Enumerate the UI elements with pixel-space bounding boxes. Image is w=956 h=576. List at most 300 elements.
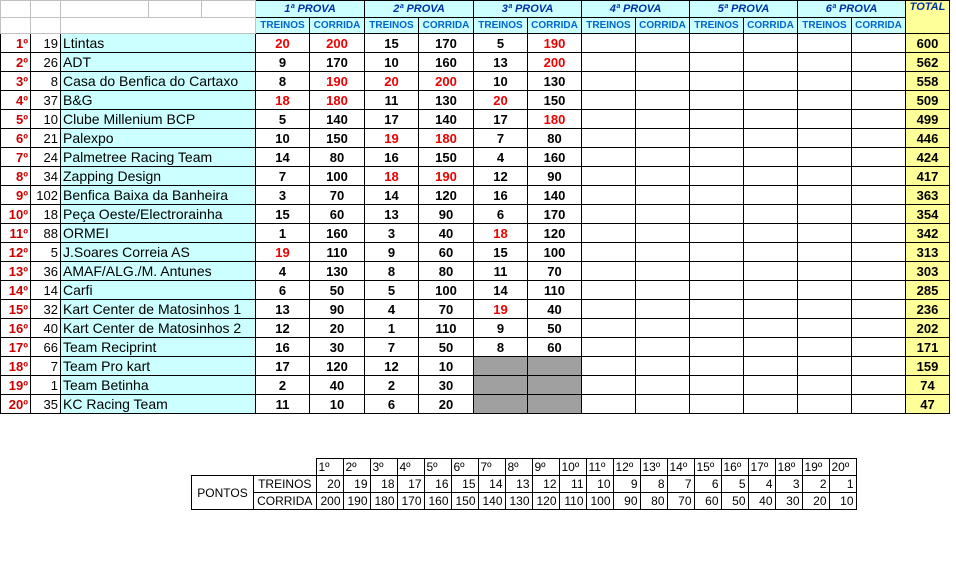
points-value-cell: 150 bbox=[451, 493, 478, 510]
empty-score-cell bbox=[744, 72, 798, 91]
score-cell: 18 bbox=[474, 224, 528, 243]
score-cell: 6 bbox=[256, 281, 310, 300]
points-value-cell: 160 bbox=[424, 493, 451, 510]
prova-1-corrida-header: CORRIDA bbox=[310, 18, 365, 34]
score-cell: 110 bbox=[419, 319, 474, 338]
empty-score-cell bbox=[582, 243, 636, 262]
empty-score-cell bbox=[744, 300, 798, 319]
prova-3-header: 3ª PROVA bbox=[474, 1, 582, 18]
kart-number-cell: 37 bbox=[31, 91, 61, 110]
kart-number-cell: 24 bbox=[31, 148, 61, 167]
team-name-cell: J.Soares Correia AS bbox=[61, 243, 256, 262]
empty-score-cell bbox=[690, 110, 744, 129]
empty-cell bbox=[192, 459, 254, 476]
empty-score-cell bbox=[798, 319, 852, 338]
empty-score-cell bbox=[690, 186, 744, 205]
empty-score-cell bbox=[636, 205, 690, 224]
score-cell: 40 bbox=[310, 376, 365, 395]
empty-score-cell bbox=[852, 243, 906, 262]
points-value-cell: 10 bbox=[586, 476, 613, 493]
empty-score-cell bbox=[798, 110, 852, 129]
empty-score-cell bbox=[798, 72, 852, 91]
points-value-cell: 60 bbox=[694, 493, 721, 510]
prova-5-header: 5ª PROVA bbox=[690, 1, 798, 18]
empty-score-cell bbox=[636, 110, 690, 129]
kart-number-cell: 26 bbox=[31, 53, 61, 72]
points-position-header: 15º bbox=[694, 459, 721, 476]
score-cell: 19 bbox=[474, 300, 528, 319]
score-cell: 15 bbox=[474, 243, 528, 262]
empty-score-cell bbox=[582, 319, 636, 338]
empty-score-cell bbox=[582, 110, 636, 129]
score-cell: 11 bbox=[365, 91, 419, 110]
empty-score-cell bbox=[636, 91, 690, 110]
empty-score-cell bbox=[852, 53, 906, 72]
score-cell: 130 bbox=[528, 72, 582, 91]
total-cell: 600 bbox=[906, 34, 950, 53]
kart-number-cell: 8 bbox=[31, 72, 61, 91]
team-name-cell: Ltintas bbox=[61, 34, 256, 53]
empty-score-cell bbox=[690, 205, 744, 224]
score-cell bbox=[474, 357, 528, 376]
empty-score-cell bbox=[852, 186, 906, 205]
empty-score-cell bbox=[636, 148, 690, 167]
empty-score-cell bbox=[744, 357, 798, 376]
empty-score-cell bbox=[744, 338, 798, 357]
prova-4-treinos-header: TREINOS bbox=[582, 18, 636, 34]
table-row bbox=[1, 34, 950, 53]
score-cell: 16 bbox=[256, 338, 310, 357]
score-cell: 200 bbox=[419, 72, 474, 91]
empty-score-cell bbox=[636, 243, 690, 262]
score-cell: 17 bbox=[474, 110, 528, 129]
empty-score-cell bbox=[582, 167, 636, 186]
points-treinos-row bbox=[192, 476, 857, 493]
table-row bbox=[1, 91, 950, 110]
score-cell: 4 bbox=[256, 262, 310, 281]
empty-score-cell bbox=[744, 91, 798, 110]
points-value-cell: 6 bbox=[694, 476, 721, 493]
points-value-cell: 13 bbox=[505, 476, 532, 493]
total-cell: 499 bbox=[906, 110, 950, 129]
score-cell: 180 bbox=[528, 110, 582, 129]
position-cell: 19º bbox=[1, 376, 31, 395]
empty-score-cell bbox=[636, 34, 690, 53]
empty-score-cell bbox=[636, 395, 690, 414]
team-name-cell: Kart Center de Matosinhos 2 bbox=[61, 319, 256, 338]
score-cell: 50 bbox=[310, 281, 365, 300]
prova-6-header: 6ª PROVA bbox=[798, 1, 906, 18]
total-cell: 509 bbox=[906, 91, 950, 110]
score-cell: 30 bbox=[419, 376, 474, 395]
total-cell: 285 bbox=[906, 281, 950, 300]
kart-number-cell: 40 bbox=[31, 319, 61, 338]
prova-2-header: 2ª PROVA bbox=[365, 1, 474, 18]
score-cell: 170 bbox=[419, 34, 474, 53]
empty-score-cell bbox=[636, 357, 690, 376]
empty-score-cell bbox=[636, 167, 690, 186]
treinos-label: TREINOS bbox=[254, 476, 317, 493]
score-cell: 11 bbox=[256, 395, 310, 414]
empty-score-cell bbox=[744, 243, 798, 262]
empty-score-cell bbox=[744, 376, 798, 395]
prova-5-corrida-header: CORRIDA bbox=[744, 18, 798, 34]
empty-score-cell bbox=[798, 338, 852, 357]
points-value-cell: 50 bbox=[721, 493, 748, 510]
position-cell: 1º bbox=[1, 34, 31, 53]
kart-number-cell: 88 bbox=[31, 224, 61, 243]
empty-score-cell bbox=[582, 72, 636, 91]
points-value-cell: 2 bbox=[802, 476, 829, 493]
score-cell: 140 bbox=[310, 110, 365, 129]
score-cell: 90 bbox=[310, 300, 365, 319]
total-cell: 171 bbox=[906, 338, 950, 357]
table-row bbox=[1, 186, 950, 205]
position-cell: 11º bbox=[1, 224, 31, 243]
team-name-cell: Peça Oeste/Electrorainha bbox=[61, 205, 256, 224]
total-cell: 159 bbox=[906, 357, 950, 376]
kart-number-cell: 14 bbox=[31, 281, 61, 300]
empty-score-cell bbox=[690, 53, 744, 72]
score-cell: 15 bbox=[365, 34, 419, 53]
points-value-cell: 12 bbox=[532, 476, 559, 493]
score-cell: 12 bbox=[474, 167, 528, 186]
score-cell: 17 bbox=[256, 357, 310, 376]
score-cell: 30 bbox=[310, 338, 365, 357]
total-cell: 562 bbox=[906, 53, 950, 72]
kart-number-cell: 19 bbox=[31, 34, 61, 53]
empty-score-cell bbox=[636, 319, 690, 338]
prova-3-corrida-header: CORRIDA bbox=[528, 18, 582, 34]
table-row bbox=[1, 376, 950, 395]
points-value-cell: 3 bbox=[775, 476, 802, 493]
score-cell: 20 bbox=[310, 319, 365, 338]
empty-score-cell bbox=[744, 281, 798, 300]
empty-score-cell bbox=[690, 224, 744, 243]
kart-number-cell: 5 bbox=[31, 243, 61, 262]
points-value-cell: 19 bbox=[343, 476, 370, 493]
prova-header-row bbox=[1, 1, 950, 18]
empty-score-cell bbox=[852, 319, 906, 338]
points-position-header: 1º bbox=[316, 459, 343, 476]
empty-score-cell bbox=[852, 376, 906, 395]
position-cell: 6º bbox=[1, 129, 31, 148]
table-row bbox=[1, 338, 950, 357]
empty-score-cell bbox=[636, 376, 690, 395]
kart-number-cell: 21 bbox=[31, 129, 61, 148]
prova-3-treinos-header: TREINOS bbox=[474, 18, 528, 34]
score-cell: 160 bbox=[528, 148, 582, 167]
score-cell: 8 bbox=[365, 262, 419, 281]
score-cell: 90 bbox=[419, 205, 474, 224]
score-cell: 80 bbox=[528, 129, 582, 148]
empty-score-cell bbox=[582, 186, 636, 205]
team-name-cell: Palexpo bbox=[61, 129, 256, 148]
score-cell: 9 bbox=[474, 319, 528, 338]
empty-score-cell bbox=[690, 167, 744, 186]
sub-header-row bbox=[1, 18, 950, 34]
corrida-label: CORRIDA bbox=[254, 493, 317, 510]
empty-score-cell bbox=[690, 72, 744, 91]
score-cell: 6 bbox=[474, 205, 528, 224]
points-position-header: 13º bbox=[640, 459, 667, 476]
score-cell: 180 bbox=[419, 129, 474, 148]
table-row bbox=[1, 357, 950, 376]
team-name-cell: Clube Millenium BCP bbox=[61, 110, 256, 129]
empty-score-cell bbox=[744, 129, 798, 148]
score-cell: 10 bbox=[365, 53, 419, 72]
empty-score-cell bbox=[582, 262, 636, 281]
empty-score-cell bbox=[582, 376, 636, 395]
points-value-cell: 140 bbox=[478, 493, 505, 510]
empty-score-cell bbox=[852, 262, 906, 281]
empty-cell bbox=[254, 459, 317, 476]
points-value-cell: 190 bbox=[343, 493, 370, 510]
empty-score-cell bbox=[690, 300, 744, 319]
score-cell: 130 bbox=[310, 262, 365, 281]
points-position-header: 12º bbox=[613, 459, 640, 476]
empty-score-cell bbox=[636, 224, 690, 243]
prova-1-treinos-header: TREINOS bbox=[256, 18, 310, 34]
prova-1-header: 1ª PROVA bbox=[256, 1, 365, 18]
points-value-cell: 7 bbox=[667, 476, 694, 493]
empty-score-cell bbox=[744, 186, 798, 205]
position-cell: 18º bbox=[1, 357, 31, 376]
score-cell: 13 bbox=[365, 205, 419, 224]
score-cell bbox=[474, 376, 528, 395]
score-cell: 17 bbox=[365, 110, 419, 129]
position-cell: 17º bbox=[1, 338, 31, 357]
empty-score-cell bbox=[798, 205, 852, 224]
points-value-cell: 11 bbox=[559, 476, 586, 493]
points-position-header: 20º bbox=[829, 459, 856, 476]
score-cell: 10 bbox=[310, 395, 365, 414]
position-cell: 5º bbox=[1, 110, 31, 129]
empty-score-cell bbox=[798, 395, 852, 414]
position-cell: 15º bbox=[1, 300, 31, 319]
score-cell: 50 bbox=[528, 319, 582, 338]
points-position-header: 3º bbox=[370, 459, 397, 476]
empty-score-cell bbox=[744, 224, 798, 243]
score-cell: 140 bbox=[419, 110, 474, 129]
empty-score-cell bbox=[582, 205, 636, 224]
table-row bbox=[1, 167, 950, 186]
empty-score-cell bbox=[852, 300, 906, 319]
position-cell: 20º bbox=[1, 395, 31, 414]
empty-score-cell bbox=[744, 53, 798, 72]
total-cell: 558 bbox=[906, 72, 950, 91]
empty-score-cell bbox=[636, 129, 690, 148]
score-cell: 18 bbox=[256, 91, 310, 110]
points-value-cell: 8 bbox=[640, 476, 667, 493]
team-name-cell: Palmetree Racing Team bbox=[61, 148, 256, 167]
empty-score-cell bbox=[852, 281, 906, 300]
table-row bbox=[1, 205, 950, 224]
team-name-cell: KC Racing Team bbox=[61, 395, 256, 414]
total-cell: 202 bbox=[906, 319, 950, 338]
position-cell: 16º bbox=[1, 319, 31, 338]
empty-score-cell bbox=[798, 53, 852, 72]
points-value-cell: 20 bbox=[316, 476, 343, 493]
table-row bbox=[1, 262, 950, 281]
team-name-cell: ADT bbox=[61, 53, 256, 72]
empty-score-cell bbox=[852, 34, 906, 53]
team-name-cell: Casa do Benfica do Cartaxo bbox=[61, 72, 256, 91]
points-value-cell: 15 bbox=[451, 476, 478, 493]
points-position-header: 11º bbox=[586, 459, 613, 476]
empty-score-cell bbox=[582, 224, 636, 243]
score-cell: 5 bbox=[474, 34, 528, 53]
points-value-cell: 90 bbox=[613, 493, 640, 510]
score-cell bbox=[528, 357, 582, 376]
empty-score-cell bbox=[852, 205, 906, 224]
score-cell: 13 bbox=[474, 53, 528, 72]
points-position-header: 2º bbox=[343, 459, 370, 476]
position-cell: 10º bbox=[1, 205, 31, 224]
score-cell: 2 bbox=[256, 376, 310, 395]
position-cell: 2º bbox=[1, 53, 31, 72]
empty-score-cell bbox=[852, 110, 906, 129]
score-cell: 1 bbox=[365, 319, 419, 338]
empty-score-cell bbox=[690, 281, 744, 300]
score-cell: 110 bbox=[310, 243, 365, 262]
empty-score-cell bbox=[636, 281, 690, 300]
team-name-cell: Zapping Design bbox=[61, 167, 256, 186]
team-name-cell: B&G bbox=[61, 91, 256, 110]
points-position-header: 14º bbox=[667, 459, 694, 476]
kart-number-cell: 66 bbox=[31, 338, 61, 357]
score-cell: 60 bbox=[419, 243, 474, 262]
kart-number-cell: 34 bbox=[31, 167, 61, 186]
empty-score-cell bbox=[798, 148, 852, 167]
empty-score-cell bbox=[582, 34, 636, 53]
points-value-cell: 70 bbox=[667, 493, 694, 510]
empty-score-cell bbox=[852, 338, 906, 357]
empty-score-cell bbox=[744, 205, 798, 224]
score-cell: 100 bbox=[528, 243, 582, 262]
score-cell: 70 bbox=[528, 262, 582, 281]
empty-score-cell bbox=[798, 91, 852, 110]
score-cell bbox=[528, 376, 582, 395]
empty-score-cell bbox=[852, 148, 906, 167]
position-cell: 4º bbox=[1, 91, 31, 110]
score-cell: 12 bbox=[256, 319, 310, 338]
empty-score-cell bbox=[798, 243, 852, 262]
table-row bbox=[1, 281, 950, 300]
points-header-row bbox=[192, 459, 857, 476]
position-cell: 14º bbox=[1, 281, 31, 300]
kart-number-cell: 1 bbox=[31, 376, 61, 395]
empty-score-cell bbox=[690, 395, 744, 414]
points-value-cell: 120 bbox=[532, 493, 559, 510]
points-position-header: 19º bbox=[802, 459, 829, 476]
empty-score-cell bbox=[852, 357, 906, 376]
points-position-header: 9º bbox=[532, 459, 559, 476]
score-cell: 2 bbox=[365, 376, 419, 395]
points-value-cell: 9 bbox=[613, 476, 640, 493]
total-cell: 354 bbox=[906, 205, 950, 224]
score-cell: 14 bbox=[474, 281, 528, 300]
total-cell: 424 bbox=[906, 148, 950, 167]
team-name-cell: Benfica Baixa da Banheira bbox=[61, 186, 256, 205]
total-cell: 363 bbox=[906, 186, 950, 205]
empty-score-cell bbox=[582, 129, 636, 148]
score-cell: 5 bbox=[365, 281, 419, 300]
score-cell: 10 bbox=[256, 129, 310, 148]
points-position-header: 17º bbox=[748, 459, 775, 476]
points-table bbox=[191, 458, 857, 510]
score-cell: 9 bbox=[365, 243, 419, 262]
score-cell: 60 bbox=[310, 205, 365, 224]
score-cell: 16 bbox=[474, 186, 528, 205]
empty-score-cell bbox=[636, 53, 690, 72]
empty-score-cell bbox=[798, 186, 852, 205]
empty-score-cell bbox=[582, 357, 636, 376]
score-cell: 130 bbox=[419, 91, 474, 110]
prova-4-header: 4ª PROVA bbox=[582, 1, 690, 18]
score-cell: 3 bbox=[365, 224, 419, 243]
score-cell: 40 bbox=[419, 224, 474, 243]
empty-score-cell bbox=[636, 186, 690, 205]
score-cell: 80 bbox=[419, 262, 474, 281]
points-position-header: 10º bbox=[559, 459, 586, 476]
score-cell: 160 bbox=[419, 53, 474, 72]
team-name-cell: ORMEI bbox=[61, 224, 256, 243]
team-name-cell: Team Betinha bbox=[61, 376, 256, 395]
empty-score-cell bbox=[636, 262, 690, 281]
prova-4-corrida-header: CORRIDA bbox=[636, 18, 690, 34]
score-cell: 4 bbox=[474, 148, 528, 167]
position-cell: 9º bbox=[1, 186, 31, 205]
empty-score-cell bbox=[852, 167, 906, 186]
empty-score-cell bbox=[852, 395, 906, 414]
position-cell: 7º bbox=[1, 148, 31, 167]
position-cell: 12º bbox=[1, 243, 31, 262]
kart-number-cell: 36 bbox=[31, 262, 61, 281]
empty-score-cell bbox=[636, 338, 690, 357]
empty-score-cell bbox=[582, 148, 636, 167]
points-position-header: 6º bbox=[451, 459, 478, 476]
score-cell: 19 bbox=[256, 243, 310, 262]
score-cell: 19 bbox=[365, 129, 419, 148]
table-row bbox=[1, 319, 950, 338]
score-cell: 18 bbox=[365, 167, 419, 186]
table-row bbox=[1, 53, 950, 72]
empty-score-cell bbox=[798, 376, 852, 395]
score-cell: 190 bbox=[528, 34, 582, 53]
kart-number-cell: 10 bbox=[31, 110, 61, 129]
score-cell: 7 bbox=[256, 167, 310, 186]
score-cell: 15 bbox=[256, 205, 310, 224]
empty-score-cell bbox=[852, 129, 906, 148]
total-cell: 303 bbox=[906, 262, 950, 281]
points-value-cell: 200 bbox=[316, 493, 343, 510]
score-cell: 120 bbox=[310, 357, 365, 376]
empty-score-cell bbox=[798, 224, 852, 243]
table-row bbox=[1, 395, 950, 414]
score-cell: 10 bbox=[474, 72, 528, 91]
score-cell: 110 bbox=[528, 281, 582, 300]
score-cell bbox=[474, 395, 528, 414]
empty-score-cell bbox=[582, 338, 636, 357]
score-cell: 70 bbox=[419, 300, 474, 319]
total-cell: 417 bbox=[906, 167, 950, 186]
points-label: PONTOS bbox=[192, 476, 254, 510]
empty-score-cell bbox=[582, 91, 636, 110]
empty-score-cell bbox=[690, 34, 744, 53]
empty-score-cell bbox=[690, 129, 744, 148]
empty-score-cell bbox=[852, 224, 906, 243]
